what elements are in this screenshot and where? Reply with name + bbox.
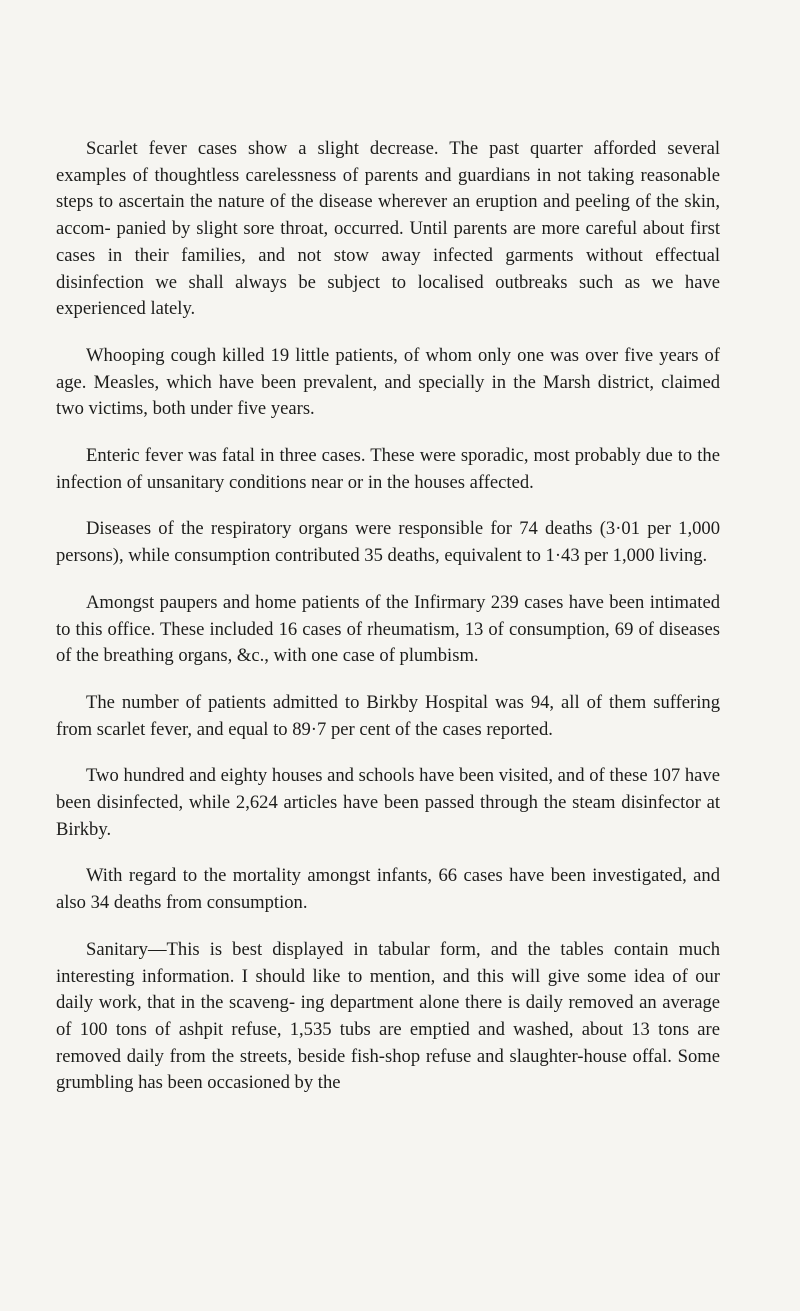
paragraph-text: Sanitary—This is best displayed in tabular form, and the tables contain much interesting information. I should like to mention, and this will give some idea of our daily work, that in the scaveng- ing department alone there is daily removed an average of 100 tons of ashpit refuse, 1,535 tubs are emptied and washed, about 13 tons are removed daily from the streets, beside fish-shop refuse and slaughter-house offal. Some grumbling has been occasioned by the — [56, 938, 720, 1094]
paragraph-text: The number of patients admitted to Birkby Hospital was 94, all of them suffering from scarlet fever, and equal to 89·7 per cent of the cases reported. — [56, 691, 720, 740]
paragraph-birkby-hospital — [56, 690, 720, 743]
paragraph-text: Diseases of the respiratory organs were responsible for 74 deaths (3·01 per 1,000 persons), while consumption contributed 35 deaths, equivalent to 1·43 per 1,000 living. — [56, 518, 720, 567]
paragraph-scarlet-fever — [56, 136, 720, 323]
paragraph-text: Two hundred and eighty houses and schools have been visited, and of these 107 have been disinfected, while 2,624 articles have been passed through the steam disinfector at Birkby. — [56, 765, 720, 840]
paragraph-text: Amongst paupers and home patients of the Infirmary 239 cases have been intimated to this office. These included 16 cases of rheumatism, 13 of consumption, 69 of diseases of the breathing organs, &c., with one case of plumbism. — [56, 591, 720, 667]
paragraph-text: Enteric fever was fatal in three cases. These were sporadic, most probably due to the infection of unsanitary conditions near or in the houses affected. — [56, 445, 720, 493]
paragraph-text: Scarlet fever cases show a slight decrease. The past quarter afforded several examples of thoughtless carelessness of parents and guardians in not taking reasonable steps to ascertain the nature of the disease wherever an eruption and peeling of the skin, accom- panied by slight sore throat, occurred. Until parents are more careful about first cases in their families, and not stow away infected garments without effectual disinfection we shall always be subject to localised outbreaks such as we have experienced lately. — [56, 138, 720, 320]
paragraph-infant-mortality — [56, 863, 720, 916]
paragraph-enteric-fever — [56, 443, 720, 496]
paragraph-respiratory-diseases — [56, 516, 720, 569]
paragraph-whooping-cough — [56, 343, 720, 423]
paragraph-paupers — [56, 590, 720, 670]
body-text — [56, 136, 720, 1117]
paragraph-text: With regard to the mortality amongst infants, 66 cases have been investigated, and also 34 deaths from consumption. — [56, 865, 720, 914]
paragraph-sanitary — [56, 937, 720, 1097]
paragraph-disinfection — [56, 763, 720, 843]
paragraph-text: Whooping cough killed 19 little patients, of whom only one was over five years of age. Measles, which have been prevalent, and specially in the Marsh district, claimed two victims, both under five years. — [56, 344, 720, 420]
